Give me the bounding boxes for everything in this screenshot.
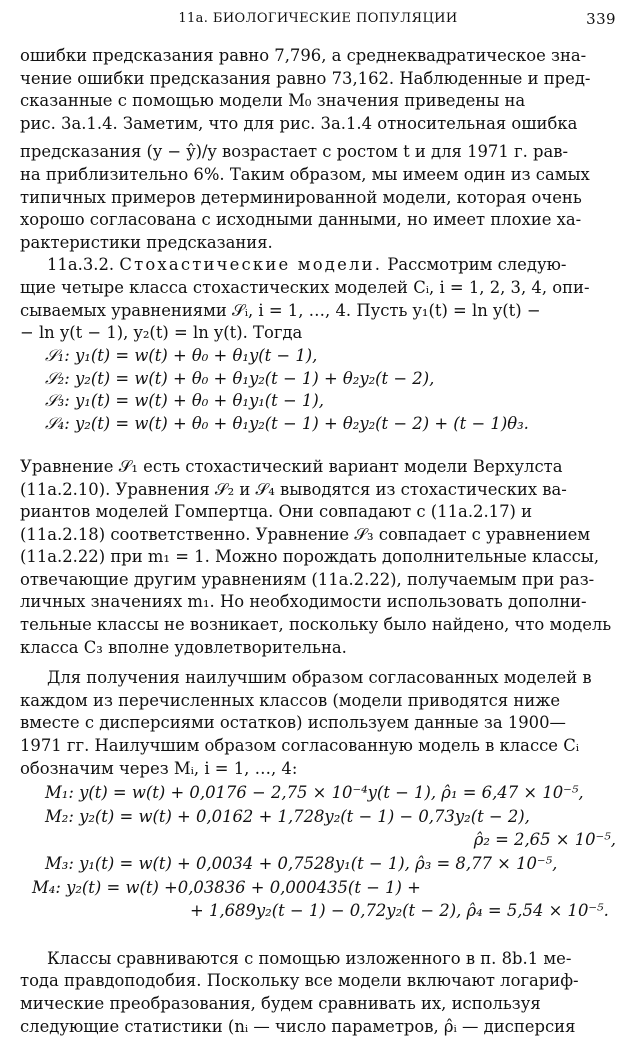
text-line: отвечающие другим уравнениям (11а.2.22), получаемым при раз- (20, 569, 595, 589)
text-line: сказанные с помощью модели M₀ значения приведены на (20, 91, 526, 111)
text-line: ошибки предсказания равно 7,796, а среднеквадратическое зна- (20, 46, 587, 65)
text-line: мические преобразования, будем сравнивать их, используя (20, 993, 541, 1013)
equation-s2: 𝒮₂: y₂(t) = w(t) + θ₀ + θ₁y₂(t − 1) + θ₂y₂(t − 2), (45, 368, 435, 388)
equation-m4-line1: M₄: y₂(t) = w(t) +0,03836 + 0,000435(t − 1) + (32, 877, 421, 897)
text-line: рис. 3а.1.4. Заметим, что для рис. 3а.1.4 относительная ошибка (20, 113, 578, 133)
running-header (20, 8, 616, 32)
text-line: рактеристики предсказания. (20, 232, 273, 252)
equation-m1: M₁: y(t) = w(t) + 0,0176 − 2,75 × 10⁻⁴y(t − 1), ρ̂₁ = 6,47 × 10⁻⁵, (45, 783, 584, 803)
text-line: − ln y(t − 1), y₂(t) = ln y(t). Тогда (20, 323, 303, 343)
paragraph-5 (20, 948, 616, 1038)
equation-m3: M₃: y₁(t) = w(t) + 0,0034 + 0,7528y₁(t − 1), ρ̂₃ = 8,77 × 10⁻⁵, (45, 854, 558, 873)
text-fragment: Рассмотрим следую- (382, 255, 567, 275)
equation-m2-variance: ρ̂₂ = 2,65 × 10⁻⁵, (473, 830, 616, 850)
text-line: класса C₃ вполне удовлетворительна. (20, 637, 347, 657)
text-line: хорошо согласована с исходными данными, но имеет плохие ха- (20, 210, 582, 230)
text-line: предсказания (y − ŷ)/y возрастает с ростом t и для 1971 г. рав- (20, 142, 569, 162)
equation-block-2 (20, 782, 616, 924)
equation-s4: 𝒮₄: y₂(t) = w(t) + θ₀ + θ₁y₂(t − 1) + θ₂y₂(t − 2) + (t − 1)θ₃. (45, 414, 529, 434)
text-line: вместе с дисперсиями остатков) используем данные за 1900— (20, 713, 566, 733)
text-line: личных значениях m₁. Но необходимости использовать дополни- (20, 592, 587, 612)
text-line: риантов моделей Гомпертца. Они совпадают с (11а.2.17) и (20, 502, 533, 522)
text-line (20, 254, 616, 277)
paragraph-4 (20, 667, 616, 780)
text-line: (11а.2.22) при m₁ = 1. Можно порождать дополнительные классы, (20, 547, 600, 567)
text-line: следующие статистики (nᵢ — число параметров, ρ̂ᵢ — дисперсия (20, 1016, 576, 1036)
text-line: Уравнение 𝒮₁ есть стохастический вариант модели Верхулста (20, 456, 563, 476)
equation-block-1 (45, 345, 616, 436)
equation-m2: M₂: y₂(t) = w(t) + 0,0162 + 1,728y₂(t − 1) − 0,73y₂(t − 2), (45, 806, 530, 826)
text-line: каждом из перечисленных классов (модели приводятся ниже (20, 690, 561, 710)
page-number: 339 (586, 10, 616, 28)
equation-s1: 𝒮₁: y₁(t) = w(t) + θ₀ + θ₁y(t − 1), (45, 345, 318, 365)
text-line: Классы сравниваются с помощью изложенного в п. 8b.1 ме- (47, 948, 572, 968)
running-title: 11а. БИОЛОГИЧЕСКИЕ ПОПУЛЯЦИИ (178, 11, 458, 26)
text-line: типичных примеров детерминированной модели, которая очень (20, 187, 582, 207)
text-line: чение ошибки предсказания равно 73,162. Наблюденные и пред- (20, 68, 591, 88)
text-line: тода правдоподобия. Поскольку все модели включают логариф- (20, 971, 579, 991)
text-line: 1971 гг. Наилучшим образом согласованную модель в классе Cᵢ (20, 736, 580, 756)
text-line: (11а.2.18) соответственно. Уравнение 𝒮₃ совпадает с уравнением (20, 524, 591, 544)
text-line: тельные классы не возникает, поскольку было найдено, что модель (20, 615, 612, 635)
text-line: Для получения наилучшим образом согласованных моделей в (47, 668, 592, 688)
paragraph-3 (20, 456, 616, 659)
equation-m4-line2: + 1,689y₂(t − 1) − 0,72y₂(t − 2), ρ̂₄ = 5,54 × 10⁻⁵. (190, 901, 609, 921)
equation-s3: 𝒮₃: y₁(t) = w(t) + θ₀ + θ₁y₁(t − 1), (45, 391, 324, 411)
text-line: щие четыре класса стохастических моделей Cᵢ, i = 1, 2, 3, 4, опи- (20, 277, 590, 297)
paragraph-1 (20, 45, 616, 254)
section-heading: Стохастические модели. (119, 255, 383, 275)
section-number: 11а.3.2. (47, 255, 120, 275)
text-line: обозначим через Mᵢ, i = 1, …, 4: (20, 758, 298, 778)
text-line: (11а.2.10). Уравнения 𝒮₂ и 𝒮₄ выводятся из стохастических ва- (20, 479, 567, 499)
text-line: сываемых уравнениями 𝒮ᵢ, i = 1, …, 4. Пусть y₁(t) = ln y(t) − (20, 300, 541, 320)
paragraph-2 (20, 254, 616, 344)
text-line: на приблизительно 6%. Таким образом, мы имеем один из самых (20, 164, 590, 184)
